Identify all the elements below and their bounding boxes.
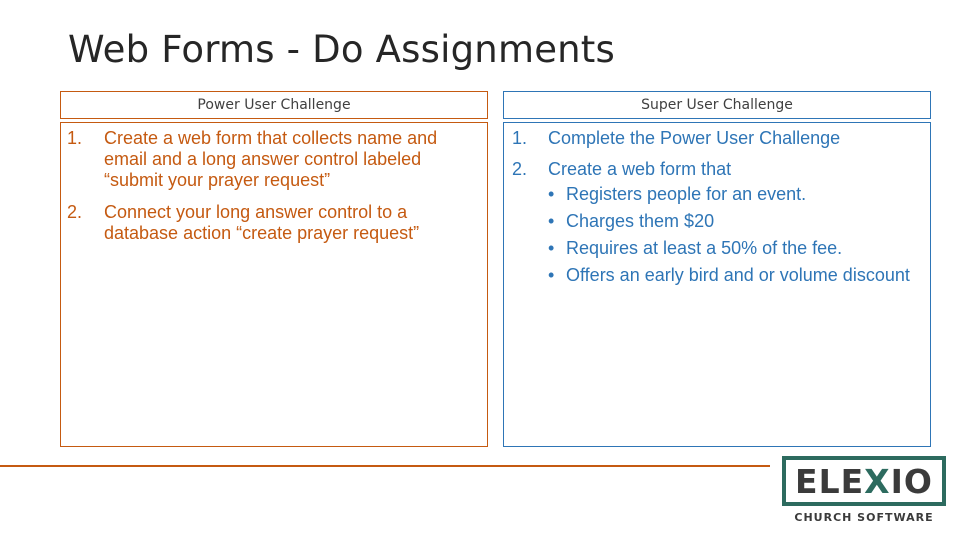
list-item-text: Complete the Power User Challenge bbox=[548, 128, 841, 148]
super-user-header bbox=[503, 91, 931, 119]
list-item bbox=[65, 128, 483, 191]
list-number: 2. bbox=[512, 159, 528, 179]
sub-list-item bbox=[548, 184, 928, 205]
super-user-header-label: Super User Challenge bbox=[641, 97, 793, 113]
sub-list-item-text: Offers an early bird and or volume discount bbox=[566, 265, 910, 285]
footer-divider bbox=[0, 465, 770, 467]
elexio-logo bbox=[782, 456, 946, 528]
list-item bbox=[510, 128, 928, 149]
logo-wordmark-end: IO bbox=[890, 461, 933, 501]
bullet-icon: • bbox=[548, 238, 555, 258]
bullet-icon: • bbox=[548, 184, 555, 204]
sub-list-item-text: Registers people for an event. bbox=[566, 184, 807, 204]
list-item bbox=[510, 159, 928, 286]
logo-tagline: CHURCH SOFTWARE bbox=[794, 511, 934, 524]
power-user-panel bbox=[60, 122, 488, 447]
bullet-icon: • bbox=[548, 211, 555, 231]
power-user-header bbox=[60, 91, 488, 119]
logo-wordmark-start: ELE bbox=[795, 461, 865, 501]
super-user-panel bbox=[503, 122, 931, 447]
logo-frame bbox=[782, 456, 946, 506]
sub-list-item bbox=[548, 238, 928, 259]
list-item-text: Create a web form that bbox=[548, 159, 732, 179]
sub-list bbox=[548, 184, 928, 286]
sub-list-item-text: Charges them $20 bbox=[566, 211, 715, 231]
list-number: 1. bbox=[67, 128, 83, 148]
list-item-text: Create a web form that collects name and email and a long answer control labeled “submit your prayer request” bbox=[104, 128, 438, 190]
bullet-icon: • bbox=[548, 265, 555, 285]
list-number: 2. bbox=[67, 202, 83, 222]
power-user-list bbox=[65, 128, 483, 255]
power-user-header-label: Power User Challenge bbox=[197, 97, 351, 113]
slide-title: Web Forms - Do Assignments bbox=[68, 28, 615, 71]
list-item bbox=[65, 202, 483, 244]
sub-list-item bbox=[548, 265, 928, 286]
sub-list-item-text: Requires at least a 50% of the fee. bbox=[566, 238, 843, 258]
logo-wordmark-x: X bbox=[864, 461, 891, 501]
list-item-text: Connect your long answer control to a database action “create prayer request” bbox=[104, 202, 420, 243]
logo-wordmark bbox=[795, 462, 933, 501]
super-user-list bbox=[510, 128, 928, 296]
list-number: 1. bbox=[512, 128, 528, 148]
sub-list-item bbox=[548, 211, 928, 232]
